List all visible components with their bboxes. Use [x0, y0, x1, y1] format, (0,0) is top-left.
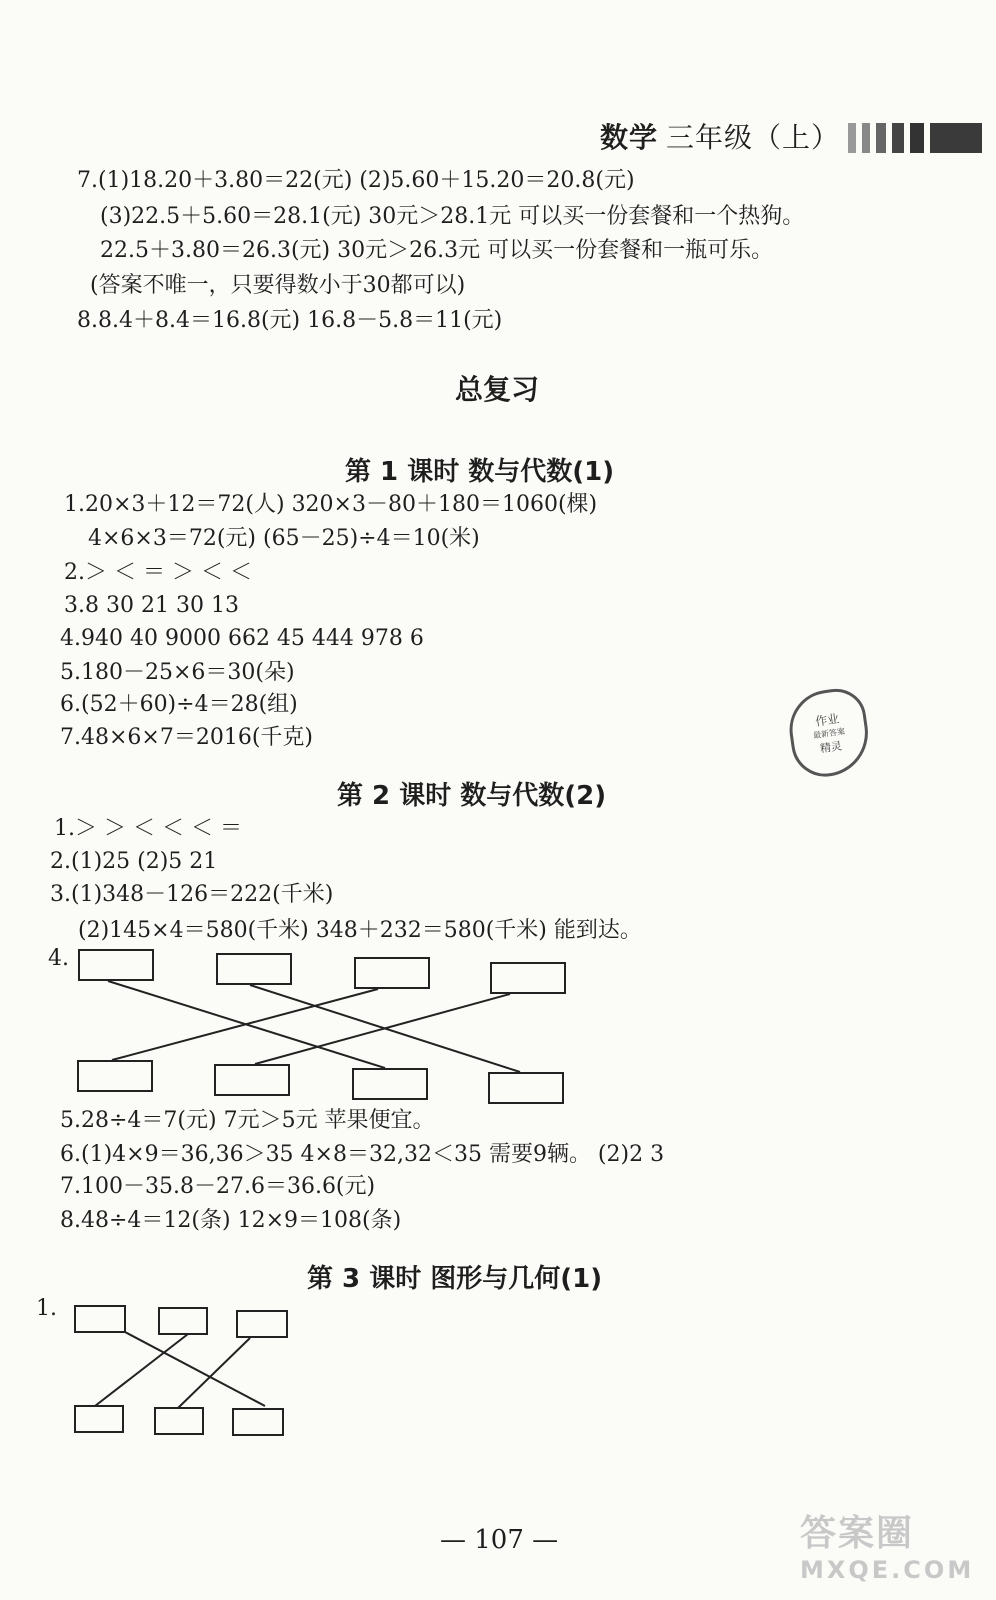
lesson1-line: 2.＞ ＜ ＝ ＞ ＜ ＜	[64, 560, 252, 585]
match-box-top	[236, 1310, 288, 1338]
match-box-top	[74, 1305, 126, 1333]
lesson2-line: (2)145×4＝580(千米) 348＋232＝580(千米) 能到达。	[78, 918, 642, 943]
lesson1-line: 4.940 40 9000 662 45 444 978 6	[60, 626, 424, 651]
lesson2-line: 7.100－35.8－27.6＝36.6(元)	[60, 1174, 376, 1199]
lesson1-title: 第 1 课时 数与代数(1)	[345, 457, 615, 487]
match-line	[95, 1334, 188, 1406]
lesson2-line: 8.48÷4＝12(条) 12×9＝108(条)	[60, 1208, 402, 1233]
match-line	[255, 994, 510, 1064]
match-box-bottom	[154, 1407, 204, 1435]
lesson3-q1-label: 1.	[36, 1296, 57, 1321]
lesson2-line: 1.＞ ＞ ＜ ＜ ＜ ＝	[54, 816, 242, 841]
lesson2-line: 5.28÷4＝7(元) 7元＞5元 苹果便宜。	[60, 1108, 435, 1133]
answer-q7-line3: 22.5＋3.80＝26.3(元) 30元＞26.3元 可以买一份套餐和一瓶可乐。	[100, 238, 774, 263]
lesson2-line: 4.	[48, 946, 69, 971]
match-box-top	[158, 1307, 208, 1335]
answer-q7-line1: 7.(1)18.20＋3.80＝22(元) (2)5.60＋15.20＝20.8(元)	[77, 168, 635, 193]
match-box-bottom	[232, 1408, 284, 1436]
header-subject: 数学	[600, 121, 659, 154]
lesson1-line: 3.8 30 21 30 13	[64, 593, 239, 618]
header-grade: 三年级（上）	[666, 121, 841, 154]
lesson1-line: 6.(52＋60)÷4＝28(组)	[60, 692, 298, 717]
stamp-text: 精灵	[819, 739, 843, 756]
lesson1-line: 1.20×3＋12＝72(人) 320×3－80＋180＝1060(棵)	[64, 492, 598, 517]
answer-q7-line2: (3)22.5＋5.60＝28.1(元) 30元＞28.1元 可以买一份套餐和一个热狗。	[100, 204, 805, 229]
lesson1-line: 5.180－25×6＝30(朵)	[60, 660, 295, 685]
lesson2-line: 6.(1)4×9＝36,36＞35 4×8＝32,32＜35 需要9辆。 (2)2 3	[60, 1142, 665, 1167]
match-line	[178, 1338, 250, 1408]
match-line	[112, 989, 378, 1060]
watermark-text: 答案圈	[800, 1513, 915, 1554]
section-title: 总复习	[455, 373, 540, 406]
answer-q8: 8.8.4＋8.4＝16.8(元) 16.8－5.8＝11(元)	[77, 308, 503, 333]
answer-q7-line4: (答案不唯一，只要得数小于30都可以)	[90, 273, 466, 298]
match-box-bottom	[74, 1405, 124, 1433]
watermark-url: MXQE.COM	[800, 1556, 975, 1584]
lesson2-line: 2.(1)25 (2)5 21	[50, 849, 218, 874]
lesson2-title: 第 2 课时 数与代数(2)	[337, 781, 607, 811]
lesson1-line: 7.48×6×7＝2016(千克)	[60, 725, 314, 750]
page-number: — 107 —	[440, 1525, 559, 1555]
watermark	[800, 1505, 980, 1595]
lesson1-line: 4×6×3＝72(元) (65－25)÷4＝10(米)	[88, 526, 480, 551]
stamp-text: 最新答案	[812, 726, 846, 741]
lesson2-line: 3.(1)348－126＝222(千米)	[50, 882, 334, 907]
stamp-text: 作业	[814, 711, 841, 729]
lesson3-title: 第 3 课时 图形与几何(1)	[307, 1264, 603, 1294]
